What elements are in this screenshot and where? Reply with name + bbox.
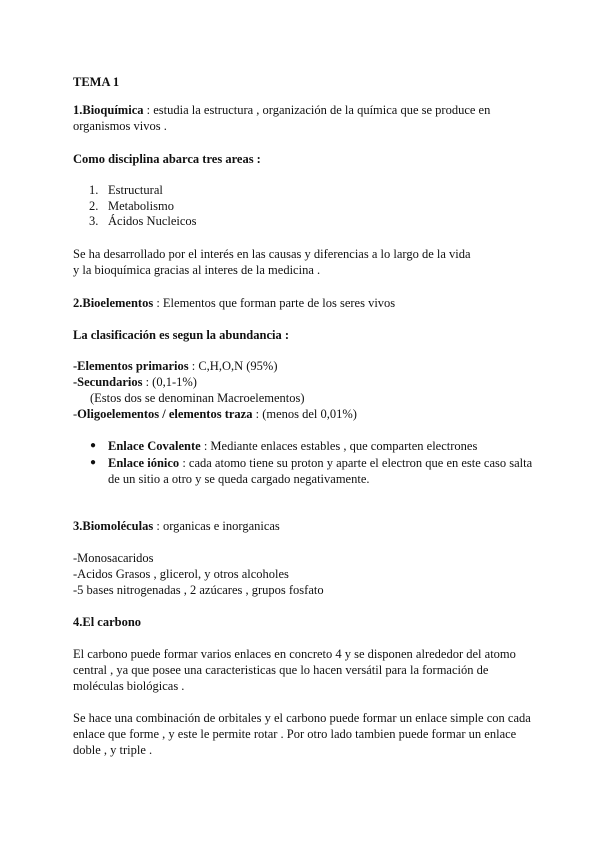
document-title: TEMA 1	[73, 75, 120, 89]
desarrollo-line-2: y la bioquímica gracias al interes de la medicina .	[73, 263, 321, 277]
carbono-p1-line: moléculas biológicas .	[73, 679, 185, 693]
oligo-text: : (menos del 0,01%)	[252, 407, 357, 421]
carbono-p2-line: enlace que forme , y este le permite rotar . Por otro lado tambien puede formar un enlace	[73, 727, 517, 741]
bullet-icon: ●	[90, 457, 97, 468]
list-number: 2.	[89, 199, 99, 213]
disciplina-heading: Como disciplina abarca tres areas :	[73, 152, 261, 166]
carbono-p2-line: Se hace una combinación de orbitales y el carbono puede formar un enlace simple con cada	[73, 711, 531, 725]
biomoleculas-text: : organicas e inorganicas	[153, 519, 280, 533]
secundarios-line	[73, 374, 197, 390]
primarios-label: -Elementos primarios	[73, 359, 189, 373]
oligo-prefix: -	[73, 407, 78, 421]
secundarios-text: : (0,1-1%)	[142, 375, 197, 389]
secundarios-label: -Secundarios	[73, 375, 143, 389]
biomoleculas-line	[73, 518, 280, 534]
enlace-covalente-text: : Mediante enlaces estables , que comparten electrones	[200, 439, 478, 453]
biomoleculas-heading: 3.Biomoléculas	[73, 519, 154, 533]
bioquimica-text-2: organismos vivos .	[73, 119, 167, 133]
enlace-covalente-item	[108, 438, 477, 454]
enlace-ionico-label: Enlace iónico	[108, 456, 180, 470]
bioquimica-heading: 1.Bioquímica	[73, 103, 144, 117]
list-item: -5 bases nitrogenadas , 2 azúcares , grupos fosfato	[73, 583, 324, 597]
enlace-ionico-text-2: de un sitio a otro y se queda cargado negativamente.	[108, 472, 370, 486]
bioelementos-line	[73, 295, 395, 311]
list-label: Metabolismo	[108, 199, 174, 213]
bioquimica-text: : estudia la estructura , organización de la química que se produce en	[143, 103, 491, 117]
desarrollo-line-1: Se ha desarrollado por el interés en las causas y diferencias a lo largo de la vida	[73, 247, 471, 261]
list-item: -Acidos Grasos , glicerol, y otros alcoholes	[73, 567, 289, 581]
list-item: -Monosacaridos	[73, 551, 154, 565]
carbono-p2-line: doble , y triple .	[73, 743, 153, 757]
enlace-covalente-label: Enlace Covalente	[108, 439, 201, 453]
oligo-label: Oligoelementos / elementos traza	[77, 407, 253, 421]
macroelementos-note: (Estos dos se denominan Macroelementos)	[90, 391, 305, 405]
primarios-text: : C,H,O,N (95%)	[188, 359, 278, 373]
bullet-icon: ●	[90, 440, 97, 451]
list-number: 3.	[89, 214, 99, 228]
carbono-p1-line: El carbono puede formar varios enlaces en concreto 4 y se disponen alrededor del atomo	[73, 647, 516, 661]
enlace-ionico-text: : cada atomo tiene su proton y aparte el electron que en este caso salta	[179, 456, 533, 470]
primarios-line	[73, 358, 278, 374]
bioelementos-heading: 2.Bioelementos	[73, 296, 154, 310]
list-number: 1.	[89, 183, 99, 197]
list-label: Estructural	[108, 183, 163, 197]
enlace-ionico-item	[108, 455, 532, 471]
list-label: Ácidos Nucleicos	[108, 214, 197, 228]
bioelementos-text: : Elementos que forman parte de los seres vivos	[153, 296, 396, 310]
carbono-heading: 4.El carbono	[73, 615, 142, 629]
carbono-p1-line: central , ya que posee una caracteristicas que lo hacen versátil para la formación de	[73, 663, 489, 677]
oligoelementos-line	[73, 406, 357, 422]
bioquimica-line	[73, 102, 490, 118]
clasificacion-heading: La clasificación es segun la abundancia :	[73, 328, 289, 342]
